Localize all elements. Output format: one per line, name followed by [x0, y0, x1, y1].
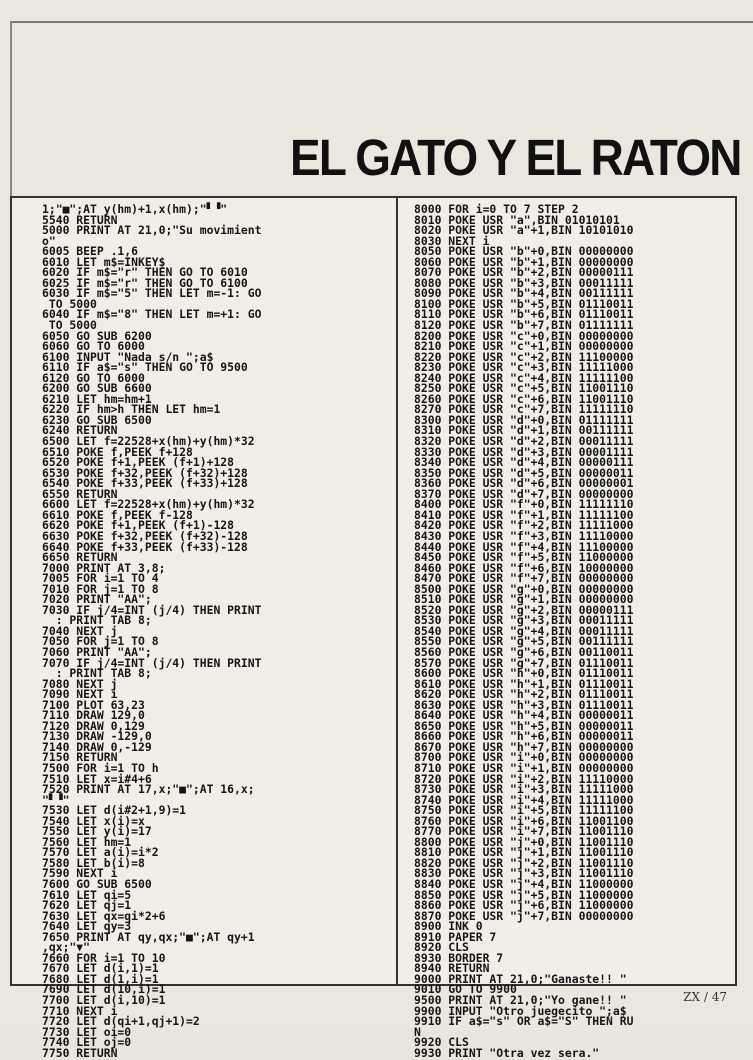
- code-line: 8550 POKE USR "g"+5,BIN 00111111: [414, 634, 634, 649]
- code-line: 9500 PRINT AT 21,0;"Yo gane!! ": [414, 993, 627, 1008]
- code-line: 7620 LET qj=1: [42, 898, 132, 913]
- code-line: 8110 POKE USR "b"+6,BIN 01110011: [414, 307, 634, 322]
- code-line: 8010 POKE USR "a",BIN 01010101: [414, 212, 620, 227]
- code-line: 7070 IF j/4=INT (j/4) THEN PRINT: [42, 655, 262, 670]
- code-line: 8090 POKE USR "b"+4,BIN 00111111: [414, 286, 634, 301]
- code-line: 6120 GO TO 6000: [42, 370, 145, 385]
- code-line: 8440 POKE USR "f"+4,BIN 11100000: [414, 539, 634, 554]
- code-line: 8830 POKE USR "j"+3,BIN 11001110: [414, 866, 634, 881]
- code-line: 6540 POKE f+33,PEEK (f+33)+128: [42, 476, 248, 491]
- code-line: 8500 POKE USR "g"+0,BIN 00000000: [414, 581, 634, 596]
- code-line: 6100 INPUT "Nada s/n ";a$: [42, 349, 214, 364]
- code-line: 8030 NEXT i: [414, 233, 490, 248]
- code-line: 8410 POKE USR "f"+1,BIN 11111100: [414, 507, 634, 522]
- code-line: 8530 POKE USR "g"+3,BIN 00011111: [414, 613, 634, 628]
- code-line: 8120 POKE USR "b"+7,BIN 01111111: [414, 318, 634, 333]
- code-line: 7660 FOR i=1 TO 10: [42, 950, 166, 965]
- code-line: 7110 DRAW 129,0: [42, 708, 145, 723]
- code-line: 6610 POKE f,PEEK f-128: [42, 507, 193, 522]
- code-line: 7640 LET qy=3: [42, 919, 132, 934]
- code-line: 7710 NEXT i: [42, 1003, 118, 1018]
- code-line: 8700 POKE USR "i"+0,BIN 00000000: [414, 750, 634, 765]
- code-line: N: [414, 1024, 421, 1039]
- code-line: 8250 POKE USR "c"+5,BIN 11001110: [414, 381, 634, 396]
- code-line: 9900 INPUT "Otro juegecito ";a$: [414, 1003, 627, 1018]
- code-line: 8310 POKE USR "d"+1,BIN 00111111: [414, 423, 634, 438]
- code-line: 8600 POKE USR "h"+0,BIN 01110011: [414, 666, 634, 681]
- code-line: 8610 POKE USR "h"+1,BIN 01110011: [414, 676, 634, 691]
- code-line: 7580 LET b(i)=8: [42, 855, 145, 870]
- column-divider: [396, 198, 398, 984]
- code-line: 7060 PRINT "AA";: [42, 644, 152, 659]
- code-line: 9930 PRINT "Otra vez sera.": [414, 1045, 600, 1060]
- code-line: 7540 LET x(i)=x: [42, 813, 145, 828]
- code-line: 7030 IF j/4=INT (j/4) THEN PRINT: [42, 602, 262, 617]
- code-line: 8000 FOR i=0 TO 7 STEP 2: [414, 202, 579, 216]
- code-line: 8650 POKE USR "h"+5,BIN 00000011: [414, 718, 634, 733]
- code-line: 7010 FOR j=1 TO 8: [42, 581, 159, 596]
- code-line: 8710 POKE USR "i"+1,BIN 00000000: [414, 760, 634, 775]
- code-line: 8200 POKE USR "c"+0,BIN 00000000: [414, 328, 634, 343]
- code-line: 6630 POKE f+32,PEEK (f+32)-128: [42, 528, 248, 543]
- code-line: 7690 LET d(10,i)=1: [42, 982, 166, 997]
- code-line: 6500 LET f=22528+x(hm)+y(hm)*32: [42, 434, 255, 449]
- listing-column-right: [414, 204, 633, 1058]
- code-line: 8240 POKE USR "c"+4,BIN 11111100: [414, 370, 634, 385]
- code-line: TO 5000: [42, 318, 97, 333]
- code-line: 8400 POKE USR "f"+0,BIN 11111110: [414, 497, 634, 512]
- code-line: 9920 CLS: [414, 1035, 469, 1050]
- code-line: 8820 POKE USR "j"+2,BIN 11001110: [414, 855, 634, 870]
- code-line: 7050 FOR j=1 TO 8: [42, 634, 159, 649]
- code-line: 8540 POKE USR "g"+4,BIN 00011111: [414, 623, 634, 638]
- code-line: 8730 POKE USR "i"+3,BIN 11111000: [414, 782, 634, 797]
- code-line: 8910 PAPER 7: [414, 929, 497, 944]
- code-line: 8470 POKE USR "f"+7,BIN 00000000: [414, 571, 634, 586]
- code-line: : PRINT TAB 8;: [42, 666, 152, 681]
- code-line: 7610 LET qi=5: [42, 887, 132, 902]
- code-line: 7090 NEXT i: [42, 687, 118, 702]
- code-line: 7040 NEXT j: [42, 623, 118, 638]
- code-line: 8050 POKE USR "b"+0,BIN 00000000: [414, 244, 634, 259]
- code-line: 7000 PRINT AT 3,8;: [42, 560, 166, 575]
- code-line: 7700 LET d(i,10)=1: [42, 993, 166, 1008]
- code-line: 7140 DRAW 0,-129: [42, 739, 152, 754]
- code-line: 7500 FOR i=1 TO h: [42, 760, 159, 775]
- code-line: 8340 POKE USR "d"+4,BIN 00000111: [414, 455, 634, 470]
- code-line: 6030 IF m$="5" THEN LET m=-1: GO: [42, 286, 262, 301]
- code-line: 7740 LET oj=0: [42, 1035, 132, 1050]
- code-line: 7020 PRINT "AA";: [42, 592, 152, 607]
- code-line: 6025 IF m$="r" THEN GO TO 6100: [42, 275, 248, 290]
- code-line: 8320 POKE USR "d"+2,BIN 00011111: [414, 434, 634, 449]
- code-line: 6240 RETURN: [42, 423, 118, 438]
- code-line: 6050 GO SUB 6200: [42, 328, 152, 343]
- code-line: 8460 POKE USR "f"+6,BIN 10000000: [414, 560, 634, 575]
- code-line: 6550 RETURN: [42, 486, 118, 501]
- code-line: 8870 POKE USR "j"+7,BIN 00000000: [414, 908, 634, 923]
- code-line: TO 5000: [42, 296, 97, 311]
- article-title: EL GATO Y EL RATON: [290, 129, 741, 186]
- code-line: 6210 LET hm=hm+1: [42, 391, 152, 406]
- code-line: 8520 POKE USR "g"+2,BIN 00000111: [414, 602, 634, 617]
- code-line: 7550 LET y(i)=17: [42, 824, 152, 839]
- code-line: 8670 POKE USR "h"+7,BIN 00000000: [414, 739, 634, 754]
- code-line: 6200 GO SUB 6600: [42, 381, 152, 396]
- code-line: 8270 POKE USR "c"+7,BIN 11111110: [414, 402, 634, 417]
- code-line: ,qx;"▼": [42, 940, 91, 955]
- code-line: 6640 POKE f+33,PEEK (f+33)-128: [42, 539, 248, 554]
- code-line: 7530 LET d(i#2+1,9)=1: [42, 803, 187, 818]
- code-line: 7720 LET d(qi+1,qj+1)=2: [42, 1014, 200, 1029]
- code-line: 1;"■";AT y(hm)+1,x(hm);"▘▝": [42, 202, 228, 216]
- code-line: 6020 IF m$="r" THEN GO TO 6010: [42, 265, 248, 280]
- code-line: o": [42, 233, 56, 248]
- code-line: 7080 NEXT j: [42, 676, 118, 691]
- code-line: 6110 IF a$="s" THEN GO TO 9500: [42, 360, 248, 375]
- code-line: 8760 POKE USR "i"+6,BIN 11001100: [414, 813, 634, 828]
- code-line: 6650 RETURN: [42, 550, 118, 565]
- code-line: 9910 IF a$="s" OR a$="S" THEN RU: [414, 1014, 634, 1029]
- code-line: 8560 POKE USR "g"+6,BIN 00110011: [414, 644, 634, 659]
- code-line: 8930 BORDER 7: [414, 950, 504, 965]
- code-line: 8840 POKE USR "j"+4,BIN 11000000: [414, 877, 634, 891]
- code-line: 7750 RETURN: [42, 1045, 118, 1060]
- code-line: 8080 POKE USR "b"+3,BIN 00011111: [414, 275, 634, 290]
- code-line: 6230 GO SUB 6500: [42, 412, 152, 427]
- code-line: 8230 POKE USR "c"+3,BIN 11111000: [414, 360, 634, 375]
- code-line: 8100 POKE USR "b"+5,BIN 01110011: [414, 296, 634, 311]
- code-line: 8430 POKE USR "f"+3,BIN 11110000: [414, 528, 634, 543]
- code-line: 6060 GO TO 6000: [42, 339, 145, 354]
- code-line: 9010 GO TO 9900: [414, 982, 517, 997]
- code-line: 8630 POKE USR "h"+3,BIN 01110011: [414, 697, 634, 712]
- code-line: 8260 POKE USR "c"+6,BIN 11001110: [414, 391, 634, 406]
- code-line: 8620 POKE USR "h"+2,BIN 01110011: [414, 687, 634, 702]
- code-line: 8350 POKE USR "d"+5,BIN 00000011: [414, 465, 634, 480]
- code-line: 8300 POKE USR "d"+0,BIN 01111111: [414, 412, 634, 427]
- top-rule: [12, 21, 753, 23]
- code-line: 8450 POKE USR "f"+5,BIN 11000000: [414, 550, 634, 565]
- code-line: 7520 PRINT AT 17,x;"■";AT 16,x;: [42, 782, 255, 797]
- code-line: 6010 LET m$=INKEY$: [42, 254, 166, 269]
- code-line: 8210 POKE USR "c"+1,BIN 00000000: [414, 339, 634, 354]
- code-line: 6620 POKE f+1,PEEK (f+1)-128: [42, 518, 235, 533]
- code-line: 7510 LET x=i#4+6: [42, 771, 152, 786]
- code-line: 7630 LET qx=qi*2+6: [42, 908, 166, 923]
- code-line: 8220 POKE USR "c"+2,BIN 11100000: [414, 349, 634, 364]
- code-line: 8640 POKE USR "h"+4,BIN 00000011: [414, 708, 634, 723]
- code-line: 7600 GO SUB 6500: [42, 877, 152, 891]
- code-line: 6510 POKE f,PEEK f+128: [42, 444, 193, 459]
- code-line: 8770 POKE USR "i"+7,BIN 11001110: [414, 824, 634, 839]
- code-line: 7005 FOR i=1 TO 4: [42, 571, 159, 586]
- code-line: : PRINT TAB 8;: [42, 613, 152, 628]
- code-line: 8740 POKE USR "i"+4,BIN 11111000: [414, 792, 634, 807]
- code-line: 8510 POKE USR "g"+1,BIN 00000000: [414, 592, 634, 607]
- code-line: 6520 POKE f+1,PEEK (f+1)+128: [42, 455, 235, 470]
- code-line: 7590 NEXT i: [42, 866, 118, 881]
- code-line: 7130 DRAW -129,0: [42, 729, 152, 744]
- code-line: 7670 LET d(i,1)=1: [42, 961, 159, 976]
- code-line: 8810 POKE USR "j"+1,BIN 11001110: [414, 845, 634, 860]
- code-line: 9000 PRINT AT 21,0;"Ganaste!! ": [414, 971, 627, 986]
- code-line: 7730 LET oi=0: [42, 1024, 132, 1039]
- code-line: 6040 IF m$="8" THEN LET m=+1: GO: [42, 307, 262, 322]
- code-line: 6220 IF hm>h THEN LET hm=1: [42, 402, 221, 417]
- code-line: 7100 PLOT 63,23: [42, 697, 145, 712]
- code-line: 8070 POKE USR "b"+2,BIN 00000111: [414, 265, 634, 280]
- code-line: 8850 POKE USR "j"+5,BIN 11000000: [414, 887, 634, 902]
- code-line: 5540 RETURN: [42, 212, 118, 227]
- code-line: 8720 POKE USR "i"+2,BIN 11110000: [414, 771, 634, 786]
- code-line: 8330 POKE USR "d"+3,BIN 00001111: [414, 444, 634, 459]
- code-line: 5000 PRINT AT 21,0;"Su movimient: [42, 223, 262, 238]
- code-line: 8420 POKE USR "f"+2,BIN 11111000: [414, 518, 634, 533]
- code-line: 7680 LET d(1,i)=1: [42, 971, 159, 986]
- listing-column-left: [42, 204, 261, 1058]
- code-line: "▘▝": [42, 792, 70, 807]
- code-line: 7150 RETURN: [42, 750, 118, 765]
- code-line: 7650 PRINT AT qy,qx;"■";AT qy+1: [42, 929, 255, 944]
- code-line: 8750 POKE USR "i"+5,BIN 11111100: [414, 803, 634, 818]
- code-line: 8360 POKE USR "d"+6,BIN 00000001: [414, 476, 634, 491]
- code-line: 7570 LET a(i)=i*2: [42, 845, 159, 860]
- code-line: 6530 POKE f+32,PEEK (f+32)+128: [42, 465, 248, 480]
- code-line: 8570 POKE USR "g"+7,BIN 01110011: [414, 655, 634, 670]
- code-line: 8940 RETURN: [414, 961, 490, 976]
- code-line: 8920 CLS: [414, 940, 469, 955]
- page-folio: ZX / 47: [683, 990, 727, 1004]
- code-line: 7120 DRAW 0,129: [42, 718, 145, 733]
- code-line: 8860 POKE USR "j"+6,BIN 11000000: [414, 898, 634, 913]
- code-line: 8900 INK 0: [414, 919, 483, 934]
- code-line: 8660 POKE USR "h"+6,BIN 00000011: [414, 729, 634, 744]
- code-line: 6005 BEEP .1,6: [42, 244, 139, 259]
- code-line: 8800 POKE USR "j"+0,BIN 11001110: [414, 834, 634, 849]
- code-line: 8020 POKE USR "a"+1,BIN 10101010: [414, 223, 634, 238]
- code-line: 8370 POKE USR "d"+7,BIN 00000000: [414, 486, 634, 501]
- code-line: 7560 LET hm=1: [42, 834, 132, 849]
- code-line: 8060 POKE USR "b"+1,BIN 00000000: [414, 254, 634, 269]
- code-line: 6600 LET f=22528+x(hm)+y(hm)*32: [42, 497, 255, 512]
